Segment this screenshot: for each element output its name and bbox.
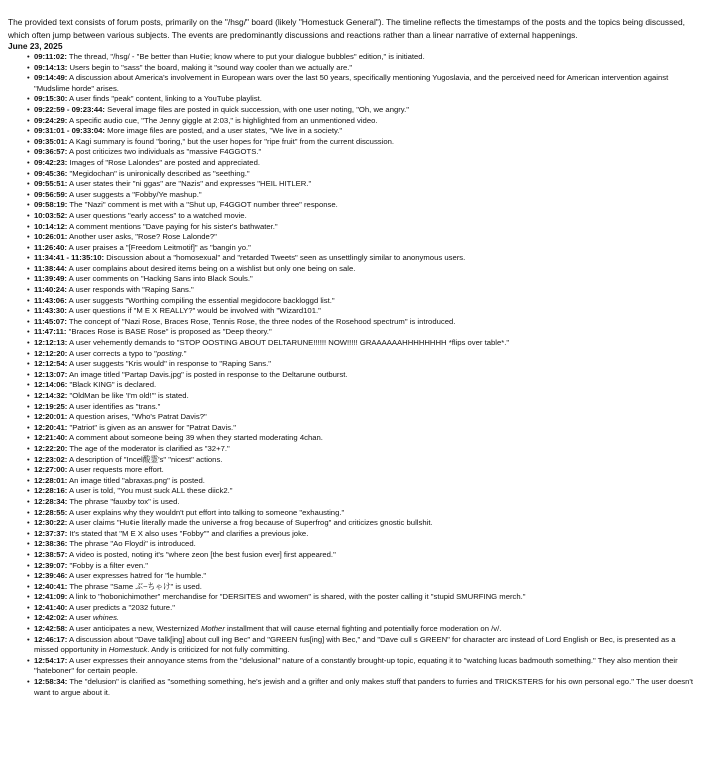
timeline-entry — [28, 497, 695, 508]
entry-text: . Andy is criticized for not fully committing. — [147, 645, 290, 655]
entry-text: A user is told, "You must suck ALL these diick2." — [67, 486, 233, 496]
entry-text: The phrase "Ao Floydi" is introduced. — [67, 539, 196, 549]
entry-text: A discussion about "Dave talk[ing] about cull ing Bec" and "GREEN fus[ing] with Bec," and "Dave cull s GREEN" for character arc instead of Lord English or Bec, is presented as a missed opportunity in — [34, 634, 676, 655]
entry-text: An image titled "abraxas.png" is posted. — [67, 475, 205, 485]
entry-time: 12:37:37: — [34, 528, 68, 538]
entry-time: 12:14:06: — [34, 380, 68, 390]
entry-text: Discussion about a "homosexual" and "retarded Tweets" seen as unsettlingly similar to anonymous users. — [104, 253, 466, 263]
entry-text: "Fobby is a filter even." — [67, 560, 149, 570]
entry-time: 12:12:20: — [34, 348, 68, 358]
entry-time: 12:41:09: — [34, 592, 68, 602]
entry-time: 09:31:01 - 09:33:04: — [34, 126, 105, 136]
entry-time: 10:14:12: — [34, 221, 68, 231]
entry-time: 12:20:41: — [34, 422, 68, 432]
entry-time: 11:40:24: — [34, 285, 67, 295]
entry-text: A user expresses their annoyance stems from the "delusional" nature of a constantly brought-up topic, equating it to "watching lucas badmouth something." They also mention their "hateboner" for certain people. — [34, 655, 678, 676]
entry-text: A user praises a "[Freedom Leitmotif]" as "bangin yo." — [66, 242, 251, 252]
timeline-entry — [28, 243, 695, 254]
entry-text: A user — [67, 613, 93, 623]
intro-paragraph: The provided text consists of forum posts, primarily on the "/hsg/" board (likely "Homestuck General"). The timeline reflects the timestamps of the posts and the topics being discussed, which often jump between various subjects. The events are predominantly discussions and reactions rather than a linear narrative of external happenings. — [8, 17, 685, 40]
timeline-entry — [28, 94, 695, 105]
entry-text: An image titled "Partap Davis.jpg" is posted in response to the Deltarune outburst. — [67, 369, 348, 379]
entry-text: A specific audio cue, "The Jenny giggle at 2:03," is highlighted from an unmentioned video. — [67, 115, 378, 125]
entry-text: The concept of "Nazi Rose, Braces Rose, Tennis Rose, the three nodes of the Rosehood spectrum" is introduced. — [66, 316, 456, 326]
entry-time: 09:58:19: — [34, 200, 68, 210]
timeline-entry — [28, 402, 695, 413]
entry-text: A user requests more effort. — [67, 465, 164, 475]
entry-time: 11:38:44: — [34, 263, 67, 273]
timeline-entry — [28, 508, 695, 519]
timeline-entry — [28, 391, 695, 402]
timeline-entry — [28, 63, 695, 74]
timeline-entry — [28, 105, 695, 116]
entry-text: whines. — [92, 613, 120, 623]
entry-time: 12:41:40: — [34, 602, 68, 612]
entry-time: 12:42:02: — [34, 613, 68, 623]
timeline-entry — [28, 423, 695, 434]
entry-text: A discussion about America's involvement in European wars over the last 50 years, specifically mentioning Yugoslavia, and the perceived need for American intervention against "Mudslime horde" arises. — [34, 73, 669, 93]
entry-text: A user questions if "M E X REALLY?" would be involved with "Wizard101." — [66, 306, 321, 316]
timeline-entry — [28, 222, 695, 233]
entry-text: " — [183, 348, 187, 358]
entry-text: Images of "Rose Lalondes" are posted and appreciated. — [67, 157, 260, 167]
entry-text: The age of the moderator is clarified as "32+7." — [67, 443, 230, 453]
entry-time: 09:24:29: — [34, 115, 68, 125]
entry-time: 12:58:34: — [34, 677, 68, 687]
timeline-entry — [28, 264, 695, 275]
timeline-entry — [28, 179, 695, 190]
entry-text: "Black KING" is declared. — [67, 380, 157, 390]
timeline-entry — [28, 359, 695, 370]
entry-time: 09:56:59: — [34, 189, 68, 199]
timeline-entry — [28, 147, 695, 158]
timeline-entry — [28, 327, 695, 338]
entry-text: A user anticipates a new, Westernized — [67, 624, 201, 634]
timeline-entry — [28, 169, 695, 180]
timeline-entry — [28, 211, 695, 222]
entry-time: 12:14:32: — [34, 391, 68, 400]
timeline-entry — [28, 433, 695, 444]
entry-time: 12:30:22: — [34, 518, 68, 528]
timeline-entry — [28, 232, 695, 243]
entry-text: A user claims "Hu¢ie literally made the universe a frog because of Superfrog" and criticizes gnostic bullshit. — [67, 518, 433, 528]
entry-text: A comment mentions "Dave paying for his sister's bathwater." — [67, 221, 278, 231]
entry-time: 09:35:01: — [34, 136, 68, 146]
entry-time: 12:42:58: — [34, 624, 68, 634]
timeline-list — [8, 52, 695, 698]
entry-time: 12:39:07: — [34, 560, 68, 570]
entry-time: 11:39:49: — [34, 274, 67, 284]
entry-time: 12:39:46: — [34, 571, 68, 581]
entry-time: 12:38:57: — [34, 549, 68, 559]
entry-text: A user comments on "Hacking Sans into Black Souls." — [66, 274, 253, 284]
entry-time: 09:11:02: — [34, 52, 67, 61]
entry-time: 11:34:41 - 11:35:10: — [34, 253, 105, 263]
entry-text: The "Nazi" comment is met with a "Shut up, F4GGOT number three" response. — [67, 200, 338, 210]
entry-time: 12:23:02: — [34, 454, 68, 464]
timeline-entry — [28, 677, 695, 698]
entry-time: 09:45:36: — [34, 168, 68, 178]
timeline-entry — [28, 126, 695, 137]
entry-time: 12:27:00: — [34, 465, 68, 475]
entry-time: 12:12:54: — [34, 359, 68, 369]
entry-time: 10:26:01: — [34, 232, 68, 242]
entry-text: posting. — [156, 348, 184, 358]
entry-time: 12:28:01: — [34, 475, 68, 485]
entry-text: More image files are posted, and a user states, "We live in a society." — [104, 126, 343, 136]
entry-time: 09:22:59 - 09:23:44: — [34, 104, 105, 114]
entry-text: installment that will cause eternal fighting and potentially force moderation on /v/. — [224, 624, 502, 634]
entry-text: A user states their "ni ggas" are "Nazis" and expresses "HEIL HITLER." — [67, 179, 312, 189]
entry-time: 12:28:34: — [34, 496, 68, 506]
entry-text: A user identifies as "trans." — [67, 401, 161, 411]
entry-text: It's stated that "M E X also uses "Fobby"" and clarifies a previous joke. — [67, 528, 309, 538]
timeline-entry — [28, 603, 695, 614]
entry-text: The thread, "/hsg/ - "Be better than Hu¢ie; know where to put your dialogue bubbles" edition," is initiated. — [66, 52, 425, 61]
entry-text: A user explains why they wouldn't put effort into talking to someone "exhausting." — [67, 507, 345, 517]
timeline-entry — [28, 253, 695, 264]
timeline-entry — [28, 370, 695, 381]
timeline-entry — [28, 529, 695, 540]
entry-time: 12:12:13: — [34, 338, 68, 348]
entry-time: 12:28:55: — [34, 507, 68, 517]
timeline-entry — [28, 137, 695, 148]
entry-text: A user responds with "Raping Sans." — [66, 285, 194, 295]
entry-time: 12:13:07: — [34, 369, 68, 379]
timeline-entry — [28, 380, 695, 391]
timeline-entry — [28, 656, 695, 677]
timeline-entry — [28, 476, 695, 487]
entry-text: A user expresses hatred for "le humble." — [67, 571, 207, 581]
entry-time: 12:40:41: — [34, 581, 68, 591]
timeline-entry — [28, 349, 695, 360]
timeline-entry — [28, 582, 695, 593]
entry-text: A video is posted, noting it's "where zeon [the best fusion ever] first appeared." — [67, 549, 336, 559]
entry-text: "OldMan be like 'I'm old!'" is stated. — [67, 391, 189, 400]
entry-text: A Kagi summary is found "boring," but the user hopes for "ripe fruit" from the current discussion. — [67, 136, 395, 146]
entry-text: A user suggests a "Fobby/Ye mashup." — [67, 189, 202, 199]
timeline-entry — [28, 306, 695, 317]
entry-time: 12:22:20: — [34, 443, 68, 453]
timeline-entry — [28, 158, 695, 169]
timeline-entry — [28, 613, 695, 624]
entry-text: The phrase "fauxby tox" is used. — [67, 496, 180, 506]
entry-text: Mother — [200, 624, 225, 634]
entry-time: 09:14:49: — [34, 73, 68, 83]
entry-time: 11:47:11: — [34, 327, 67, 337]
entry-time: 09:36:57: — [34, 147, 68, 157]
entry-time: 09:42:23: — [34, 157, 68, 167]
entry-time: 09:55:51: — [34, 179, 68, 189]
entry-text: "Patriot" is given as an answer for "Patrat Davis." — [67, 422, 236, 432]
date-heading: June 23, 2025 — [8, 41, 63, 51]
entry-text: A user vehemently demands to "STOP OOSTING ABOUT DELTARUNE!!!!!! NOW!!!!! GRAAAAAAHHHHHHHH *flips over table*." — [67, 338, 510, 348]
timeline-entry — [28, 73, 695, 94]
timeline-entry — [28, 592, 695, 603]
entry-text: The "delusion" is clarified as "something something, he's jewish and a grifter and only makes stuff that panders to furries and TRICKSTERS for his own personal ego." The user doesn't want to argue about it. — [34, 677, 693, 697]
entry-text: A user complains about desired items being on a wishlist but only one being on sale. — [66, 263, 356, 273]
timeline-entry — [28, 190, 695, 201]
timeline-entry — [28, 317, 695, 328]
entry-time: 10:03:52: — [34, 210, 68, 220]
entry-text: A user corrects a typo to " — [67, 348, 157, 358]
timeline-entry — [28, 116, 695, 127]
entry-text: A user finds "peak" content, linking to a YouTube playlist. — [67, 94, 262, 104]
timeline-entry — [28, 285, 695, 296]
entry-text: A user predicts a "2032 future." — [67, 602, 175, 612]
timeline-entry — [28, 571, 695, 582]
entry-time: 11:43:06: — [34, 295, 67, 305]
entry-time: 12:28:16: — [34, 486, 68, 496]
timeline-entry — [28, 539, 695, 550]
timeline-entry — [28, 338, 695, 349]
entry-time: 11:43:30: — [34, 306, 67, 316]
timeline-entry — [28, 561, 695, 572]
timeline-entry — [28, 465, 695, 476]
entry-text: A question arises, "Who's Patrat Davis?" — [67, 412, 207, 422]
timeline-entry — [28, 412, 695, 423]
entry-text: A description of "Incel酸霊's" "nicest" actions. — [67, 454, 223, 464]
timeline-entry — [28, 455, 695, 466]
entry-text: A user questions "early access" to a watched movie. — [67, 210, 247, 220]
entry-text: A user suggests "Worthing compiling the essential megidocore backloggd list." — [66, 295, 335, 305]
timeline-entry — [28, 296, 695, 307]
entry-time: 12:19:25: — [34, 401, 68, 411]
entry-text: Several image files are posted in quick succession, with one user noting, "Oh, we angry." — [104, 104, 409, 114]
entry-text: Another user asks, "Rose? Rose Lalonde?" — [67, 232, 217, 242]
timeline-entry — [28, 274, 695, 285]
timeline-entry — [28, 444, 695, 455]
entry-text: "Megidochan" is unironically described as "seething." — [67, 168, 250, 178]
entry-time: 09:14:13: — [34, 62, 68, 72]
timeline-entry — [28, 624, 695, 635]
entry-text: A user suggests "Kris would" in response to "Raping Sans." — [67, 359, 271, 369]
timeline-entry — [28, 550, 695, 561]
entry-time: 12:20:01: — [34, 412, 68, 422]
entry-text: The phrase "Same ぶ~ちゃけ" is used. — [67, 581, 202, 591]
entry-text: A comment about someone being 39 when they started moderating 4chan. — [67, 433, 323, 443]
entry-time: 11:45:07: — [34, 316, 67, 326]
entry-time: 12:21:40: — [34, 433, 68, 443]
timeline-entry — [28, 52, 695, 63]
entry-time: 12:46:17: — [34, 634, 68, 644]
timeline-entry — [28, 518, 695, 529]
entry-text: Homestuck — [108, 645, 148, 655]
timeline-entry — [28, 200, 695, 211]
entry-time: 09:15:30: — [34, 94, 68, 104]
entry-text: A post criticizes two individuals as "massive F4GGOTS." — [67, 147, 262, 157]
entry-time: 11:26:40: — [34, 242, 67, 252]
entry-text: "Braces Rose is BASE Rose" is proposed as "Deep theory." — [66, 327, 272, 337]
timeline-entry — [28, 486, 695, 497]
timeline-entry — [28, 635, 695, 656]
entry-time: 12:54:17: — [34, 655, 68, 665]
entry-time: 12:38:36: — [34, 539, 68, 549]
entry-text: A link to "hobonichimother" merchandise for "DERSITES and wwomen" is shared, with the poster calling it "stupid SMURFING merch." — [67, 592, 526, 602]
entry-text: Users begin to "sass" the board, making it "sound way cooler than we actually are." — [67, 62, 353, 72]
